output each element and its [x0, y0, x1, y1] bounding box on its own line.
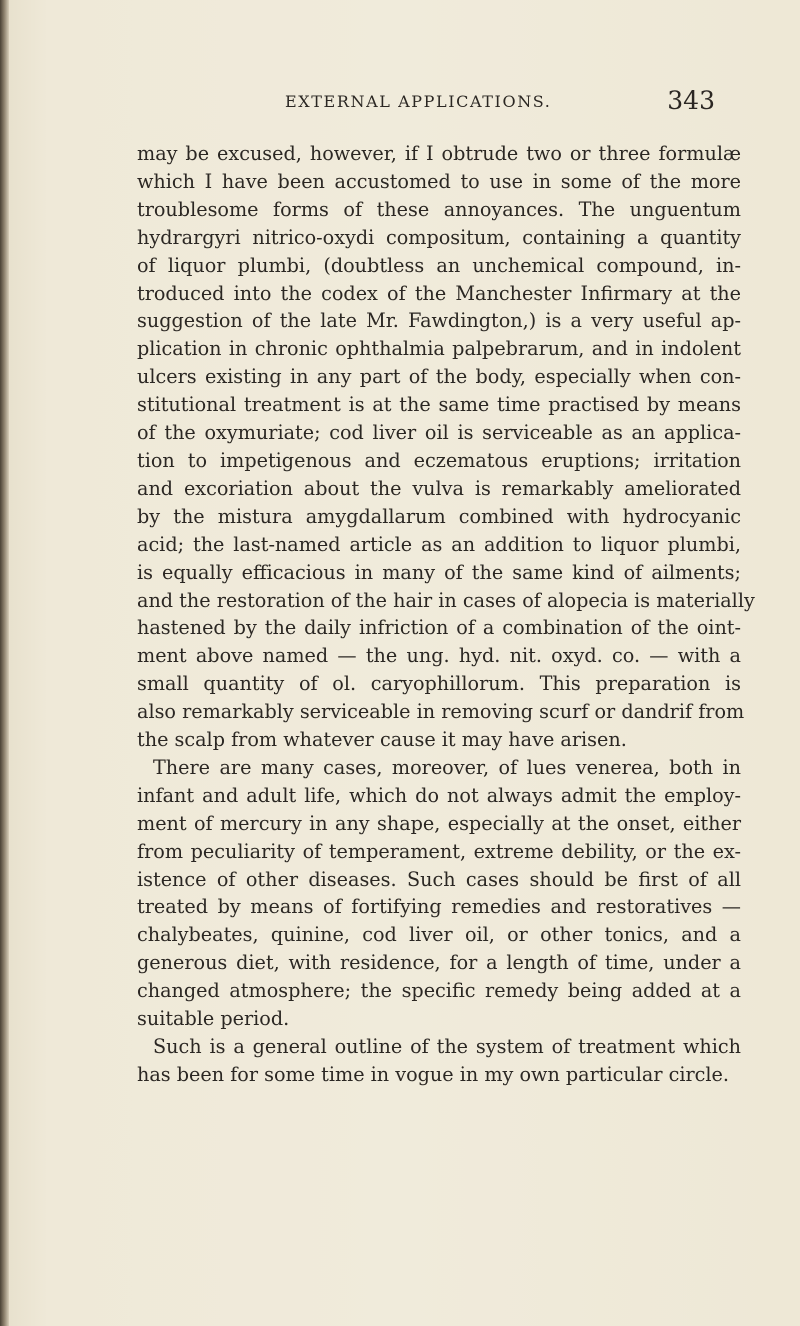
text-line: chalybeates, quinine, cod liver oil, or other tonics, and a — [137, 923, 741, 947]
text-line: which I have been accustomed to use in some of the more — [137, 169, 741, 193]
text-line: and excoriation about the vulva is remarkably ameliorated — [137, 476, 741, 500]
text-line: generous diet, with residence, for a length of time, under a — [137, 951, 741, 975]
text-line: of the oxymuriate; cod liver oil is serviceable as an applica- — [137, 421, 741, 445]
text-line: troduced into the codex of the Manchester Infirmary at the — [137, 281, 741, 305]
text-line: hydrargyri nitrico-oxydi compositum, containing a quantity — [137, 225, 741, 249]
text-line: ment of mercury in any shape, especially at the onset, either — [137, 811, 741, 835]
text-line: suitable period. — [137, 1007, 290, 1031]
page-header — [285, 86, 715, 120]
book-spine-edge — [0, 0, 9, 1326]
text-line: and the restoration of the hair in cases of alopecia is materially — [137, 588, 755, 612]
paragraph — [137, 754, 741, 1033]
text-line: small quantity of ol. caryophillorum. This preparation is — [137, 672, 741, 696]
text-line: changed atmosphere; the specific remedy being added at a — [137, 979, 741, 1003]
text-line: has been for some time in vogue in my own particular circle. — [137, 1062, 729, 1086]
body-text — [137, 140, 755, 1089]
text-line: tion to impetigenous and eczematous eruptions; irritation — [137, 448, 741, 472]
paragraph — [137, 1033, 741, 1089]
text-line: by the mistura amygdallarum combined with hydrocyanic — [137, 504, 741, 528]
text-line: infant and adult life, which do not always admit the employ- — [137, 783, 741, 807]
text-line: of liquor plumbi, (doubtless an unchemical compound, in- — [137, 253, 741, 277]
text-line: treated by means of fortifying remedies and restoratives — — [137, 895, 741, 919]
text-line: the scalp from whatever cause it may have arisen. — [137, 728, 627, 752]
text-line: also remarkably serviceable in removing scurf or dandrif from — [137, 700, 745, 724]
text-line: may be excused, however, if I obtrude two or three formulæ — [137, 142, 741, 165]
text-line: troublesome forms of these annoyances. The unguentum — [137, 197, 741, 221]
running-title: EXTERNAL APPLICATIONS. — [285, 92, 552, 111]
text-line: ment above named — the ung. hyd. nit. oxyd. co. — with a — [137, 644, 741, 668]
text-line: istence of other diseases. Such cases should be first of all — [137, 867, 741, 891]
text-line: suggestion of the late Mr. Fawdington,) is a very useful ap- — [137, 309, 741, 333]
text-line: stitutional treatment is at the same time practised by means — [137, 393, 741, 417]
text-line: acid; the last-named article as an addition to liquor plumbi, — [137, 532, 741, 556]
page-number: 343 — [667, 86, 715, 115]
text-line: from peculiarity of temperament, extreme debility, or the ex- — [137, 839, 741, 863]
text-line: ulcers existing in any part of the body, especially when con- — [137, 365, 741, 389]
paragraph — [137, 140, 755, 754]
text-line: Such is a general outline of the system of treatment which — [153, 1035, 741, 1058]
text-line: hastened by the daily infriction of a combination of the oint- — [137, 616, 741, 640]
text-line: is equally efficacious in many of the same kind of ailments; — [137, 560, 741, 584]
text-line: There are many cases, moreover, of lues venerea, both in — [153, 755, 741, 779]
text-line: plication in chronic ophthalmia palpebrarum, and in indolent — [137, 337, 741, 361]
